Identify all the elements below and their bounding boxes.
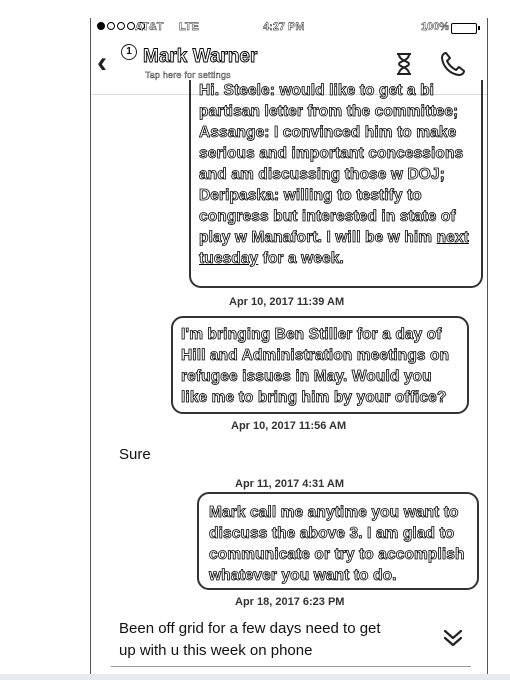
network-type: LTE	[179, 21, 199, 33]
carrier-name: AT&T	[135, 21, 164, 33]
message-timestamp: Apr 11, 2017 4:31 AM	[235, 478, 345, 490]
bottom-edge	[0, 674, 510, 680]
settings-hint[interactable]: Tap here for settings	[145, 70, 231, 80]
message-timestamp: Apr 10, 2017 11:56 AM	[231, 420, 347, 432]
double-chevron-down-icon[interactable]	[440, 626, 466, 652]
message-screen	[90, 18, 488, 680]
message-timestamp: Apr 10, 2017 11:39 AM	[229, 296, 345, 308]
chevron-left-icon[interactable]: ‹	[97, 46, 107, 79]
message-timestamp: Apr 18, 2017 6:23 PM	[235, 596, 345, 608]
outgoing-message-bubble	[189, 80, 483, 288]
message-text: Hi. Steele: would like to get a bi partisan letter from the committee; Assange: I convinced him to make serious and important concessions and am discussing those w DOJ; Deripaska: willing to testify to congress but interested in state of play w Manafort. I will be w him	[199, 82, 464, 246]
status-time: 4:27 PM	[263, 21, 305, 33]
incoming-message: Been off grid for a few days need to get up with u this week on phone	[119, 620, 381, 659]
message-text-underlined: next tuesday	[199, 229, 469, 267]
outgoing-message-bubble	[171, 316, 469, 414]
message-text: I'm bringing Ben Stiller for a day of Hill and Administration meetings on refugee issues in May. Would you like me to bring him by your office?	[181, 326, 450, 406]
outgoing-message-bubble	[197, 492, 479, 590]
unread-count-badge: 1	[121, 44, 137, 60]
incoming-message: Sure	[119, 446, 151, 463]
message-text: Mark call me anytime you want to discuss the above 3. I am glad to communicate or try to accomplish whatever you want to do.	[209, 504, 465, 584]
message-text: for a week.	[258, 250, 344, 267]
message-thread[interactable]	[91, 18, 487, 680]
battery-percent: 100%	[421, 21, 450, 33]
divider	[111, 666, 471, 667]
contact-name[interactable]: Mark Warner	[143, 46, 258, 67]
